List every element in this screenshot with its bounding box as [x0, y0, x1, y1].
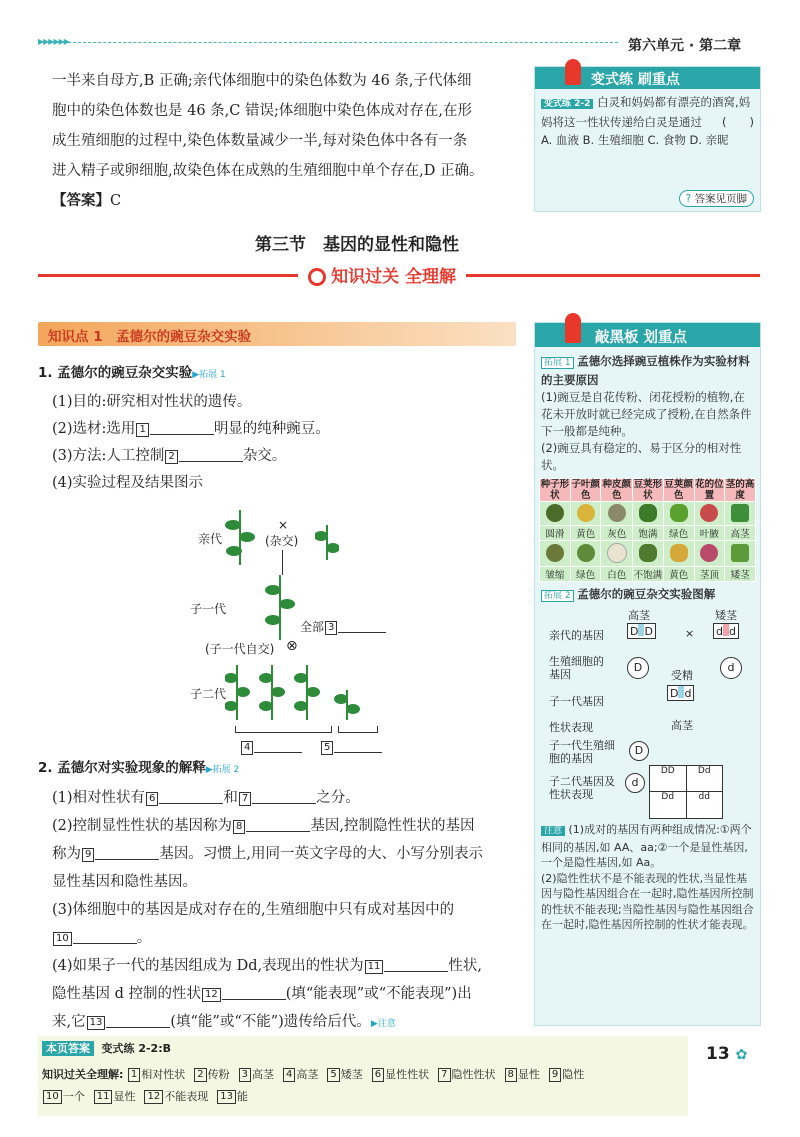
- axial-flower-icon: [700, 504, 718, 522]
- label-selfing: (子一代自交): [205, 642, 275, 656]
- fill-blank[interactable]: [338, 618, 386, 633]
- note-tag: 注意: [541, 826, 565, 836]
- green-pod-icon: [670, 504, 688, 522]
- full-pod-icon: [639, 504, 657, 522]
- q2-text: (2)控制显性性状的基因称为: [52, 818, 233, 834]
- footer-answer-text: 传粉: [207, 1068, 230, 1081]
- sprout-icon: ✿: [735, 1047, 748, 1063]
- trait-header-cell: 子叶颜色: [571, 479, 600, 501]
- trait-row: [540, 526, 756, 541]
- q2-text: (填“能”或“不能”)遗传给后代。: [170, 1014, 371, 1030]
- q2-text: 来,它: [52, 1014, 86, 1030]
- f2-cell-dd: dd: [698, 792, 710, 802]
- label-fertilization: 受精: [671, 669, 693, 682]
- q2-text: 性状,: [448, 958, 483, 974]
- blank-number: 3: [239, 1068, 251, 1082]
- variant-question: 白灵和妈妈都有漂亮的酒窝,妈妈将这一性状传递给白灵是通过: [541, 95, 751, 129]
- q1-line4: (4)实验过程及结果图示: [52, 475, 204, 491]
- label-trait: 性状表现: [549, 721, 593, 734]
- label-f1: 子一代: [190, 602, 227, 616]
- ext1-title: 孟德尔选择豌豆植株作为实验材料的主要原因: [541, 354, 750, 387]
- footer-answer-list: [38, 1056, 688, 1108]
- section-title: 第三节 基因的显性和隐性: [255, 235, 459, 255]
- q2-ext-link[interactable]: ▶拓展 2: [205, 765, 240, 775]
- footer-answer-text: 不能表现: [164, 1090, 209, 1103]
- teacher-figure-icon: [565, 313, 581, 343]
- f2-cell-Dd: Dd: [650, 792, 687, 818]
- f2-plants: [225, 660, 375, 720]
- trait-cell: 圆滑: [540, 526, 571, 541]
- trait-cell: 黄色: [663, 567, 694, 582]
- note-para: (2)隐性性状不是不能表现的性状,当显性基因与隐性基因组合在一起时,隐性基因所控制的性状不能表现;当隐性基因与隐性基因组合在一起时,隐性基因所控制的性状才能表现。: [541, 871, 754, 931]
- blank-number: 10: [53, 932, 72, 946]
- trait-header-cell: 花的位置: [695, 479, 724, 501]
- reader-figure-icon: [565, 59, 581, 85]
- q2-text: 基因。习惯上,用同一英文字母的大、小写分别表示: [159, 846, 483, 862]
- trait-cell: 绿色: [570, 567, 601, 582]
- blank-number: 11: [365, 960, 384, 974]
- footer-answers: [38, 1036, 688, 1116]
- label-f1-genes: 子一代基因: [549, 695, 604, 708]
- fill-blank[interactable]: [334, 738, 382, 753]
- q2-block: [38, 754, 524, 1038]
- blank-number: 2: [194, 1068, 206, 1082]
- footer-answer-text: 隐性性状: [451, 1068, 496, 1081]
- trait-cell: 皱缩: [540, 567, 571, 582]
- page-number: [706, 1044, 747, 1064]
- trait-header-cell: 种子形状: [540, 479, 570, 501]
- variant-tag: 变式练 2-2: [541, 99, 593, 109]
- label-short: 矮茎: [715, 609, 737, 622]
- q2-text: 和: [223, 790, 238, 806]
- footer-variant-answer: 变式练 2-2:B: [101, 1042, 171, 1055]
- trait-cell: 绿色: [663, 526, 694, 541]
- footer-answer-text: 高茎: [252, 1068, 275, 1081]
- footer-answer-text: 相对性状: [141, 1068, 186, 1081]
- fill-blank[interactable]: [384, 957, 448, 972]
- round-seed-icon: [546, 504, 564, 522]
- blank-number: 8: [505, 1068, 517, 1082]
- q2-text: (3)体细胞中的基因是成对存在的,生殖细胞中只有成对基因中的: [52, 902, 455, 918]
- f2-tall-plant: [259, 665, 285, 720]
- section-banner: [298, 262, 466, 287]
- footer-answer-text: 显性: [113, 1090, 136, 1103]
- answer-value: C: [110, 193, 122, 209]
- label-f2-tall: [240, 738, 302, 755]
- footer-answer-item: [437, 1064, 495, 1086]
- trait-cell: 叶腋: [694, 526, 725, 541]
- blank-number: 4: [241, 741, 253, 755]
- q2-text: 显性基因和隐性基因。: [52, 874, 197, 890]
- blank-number: 13: [87, 1016, 106, 1030]
- footer-answer-text: 矮茎: [340, 1068, 363, 1081]
- q1-block: [38, 360, 518, 497]
- footer-answer-item: [127, 1064, 185, 1086]
- kp1-label: 知识点 1 孟德尔的豌豆杂交实验: [48, 329, 252, 345]
- footer-kp-label: 知识过关全理解:: [42, 1068, 124, 1081]
- footer-answer-item: [326, 1064, 362, 1086]
- gamete-d: d: [720, 657, 742, 679]
- blank-number: 7: [438, 1068, 450, 1082]
- trait-cell: 高茎: [725, 526, 756, 541]
- footer-answer-item: [193, 1064, 229, 1086]
- intro-line: 一半来自母方,B 正确;亲代体细胞中的染色体数为 46 条,子代体细: [52, 73, 472, 89]
- q2-text: (4)如果子一代的基因组成为 Dd,表现出的性状为: [52, 958, 364, 974]
- blank-number: 8: [233, 820, 245, 834]
- blank-number: 9: [82, 848, 94, 862]
- q1-title: 1. 孟德尔的豌豆杂交实验: [38, 365, 193, 381]
- banner-text: 知识过关 全理解: [331, 267, 457, 287]
- trait-header-row: [540, 479, 756, 502]
- footer-answer-item: [371, 1064, 429, 1086]
- constricted-pod-icon: [639, 544, 657, 562]
- question-icon: ?: [685, 193, 692, 205]
- label-f2-short: [320, 738, 382, 755]
- footer-answer-item: [42, 1086, 85, 1108]
- blank-number: 5: [321, 741, 333, 755]
- note-para: (1)成对的基因有两种组成情况:①两个相同的基因,如 AA、aa;②一个是显性基因,一个是隐性基因,如 Aa。: [541, 823, 752, 869]
- trait-cell: 矮茎: [725, 567, 756, 582]
- kp1-bar: [38, 322, 516, 346]
- header-dotted-line: [38, 42, 618, 43]
- f2-tall-plant: [225, 665, 250, 720]
- footer-answer-item: [143, 1086, 208, 1108]
- blank-number: 7: [239, 792, 251, 806]
- answer-line: [52, 186, 522, 216]
- footer-answer-text: 隐性: [562, 1068, 585, 1081]
- trait-row: [540, 567, 756, 582]
- target-icon: [308, 268, 326, 286]
- green-cotyledon-icon: [577, 544, 595, 562]
- fill-blank[interactable]: [222, 985, 286, 1000]
- fill-blank[interactable]: [150, 420, 214, 435]
- q2-text: 之分。: [316, 790, 360, 806]
- trait-cell: 灰色: [601, 526, 633, 541]
- terminal-flower-icon: [700, 544, 718, 562]
- blackboard-panel: [534, 322, 761, 1026]
- footer-answer-text: 显性: [517, 1068, 540, 1081]
- q1-line2a: (2)选材:选用: [52, 421, 136, 437]
- fill-blank[interactable]: [179, 447, 243, 462]
- label-f1-tall: 高茎: [671, 719, 693, 732]
- ext1-para: (2)豌豆具有稳定的、易于区分的相对性状。: [541, 441, 742, 472]
- note-link[interactable]: ▶注意: [370, 1019, 396, 1029]
- footer-answer-text: 一个: [62, 1090, 85, 1103]
- blank-number: 6: [146, 792, 158, 806]
- q2-text: 称为: [52, 846, 81, 862]
- intro-line: 胞中的染色体数也是 46 条,C 错误;体细胞中染色体成对存在,在形: [52, 103, 472, 119]
- q2-title: 2. 孟德尔对实验现象的解释: [38, 760, 206, 776]
- f2-gamete-d: d: [625, 773, 645, 793]
- answer-link-text: 答案见页脚: [694, 193, 747, 205]
- trait-header-cell: 种皮颜色: [602, 479, 631, 501]
- ext2-tag: 拓展 2: [541, 590, 574, 602]
- footer-answer-text: 显性性状: [385, 1068, 430, 1081]
- pea-cross-diagram: [190, 500, 420, 760]
- short-stem-icon: [731, 544, 749, 562]
- q1-line2b: 明显的纯种豌豆。: [213, 421, 330, 437]
- f1-gamete-D: D: [629, 741, 649, 761]
- trait-cell: 茎顶: [694, 567, 725, 582]
- blank-number: 3: [325, 621, 337, 635]
- intro-text: [52, 66, 522, 216]
- f2-short-plant: [334, 690, 360, 720]
- all-text: 全部: [300, 620, 325, 634]
- fill-blank[interactable]: [159, 789, 223, 804]
- q1-line3a: (3)方法:人工控制: [52, 448, 165, 464]
- fill-blank[interactable]: [254, 738, 302, 753]
- blackboard-header: [535, 323, 760, 347]
- blank-number: 12: [202, 988, 221, 1002]
- white-seedcoat-icon: [607, 543, 627, 563]
- intro-line: 成生殖细胞的过程中,染色体数量减少一半,每对染色体中各有一条: [52, 133, 468, 149]
- q2-text: 基因,控制隐性性状的基因: [310, 818, 475, 834]
- note-label: 注意: [377, 1019, 396, 1029]
- variant-box: [534, 66, 761, 212]
- trait-header-cell: 豆荚颜色: [664, 479, 693, 501]
- footer-answer-item: [548, 1064, 584, 1086]
- fill-blank[interactable]: [95, 845, 159, 860]
- variant-header: [535, 67, 760, 89]
- f1-genes-Dd: D d: [667, 685, 694, 701]
- footer-answer-item: [238, 1064, 274, 1086]
- q1-ext-label: 拓展 1: [199, 370, 226, 380]
- blank-number: 5: [327, 1068, 339, 1082]
- trait-image-row: [540, 502, 756, 526]
- tall-stem-icon: [731, 504, 749, 522]
- label-parent: 亲代: [198, 532, 223, 546]
- trait-cell: 不饱满: [633, 567, 664, 582]
- intro-line: 进入精子或卵细胞,故染色体在成熟的生殖细胞中单个存在,D 正确。: [52, 163, 484, 179]
- variant-paren: ( ): [722, 115, 754, 129]
- q1-line1: (1)目的:研究相对性状的遗传。: [52, 394, 252, 410]
- q2-text: (1)相对性状有: [52, 790, 146, 806]
- fill-blank[interactable]: [252, 789, 316, 804]
- chapter-title: 第六单元 · 第二章: [628, 38, 742, 54]
- genetic-diagram: [535, 605, 760, 820]
- fill-blank[interactable]: [73, 929, 137, 944]
- cross-label: (杂交): [265, 534, 299, 548]
- q2-text: (填“能表现”或“不能表现”)出: [285, 986, 472, 1002]
- footer-answer-text: 能: [236, 1090, 248, 1103]
- parent-plant-right: [315, 520, 339, 560]
- footer-answer-item: [216, 1086, 248, 1108]
- blank-number: 1: [136, 423, 148, 437]
- header-arrows-icon: ▶▶▶▶▶▶: [38, 37, 69, 46]
- blank-number: 6: [372, 1068, 384, 1082]
- footer-answer-item: [93, 1086, 136, 1108]
- self-symbol: ⊗: [286, 638, 298, 654]
- parent-short-genes: d d: [713, 623, 739, 639]
- q2-ext-label: 拓展 2: [212, 765, 240, 775]
- fill-blank[interactable]: [106, 1013, 170, 1028]
- label-f1-gametes: 子一代生殖细胞的基因: [549, 739, 615, 765]
- f2-cell-Dd: Dd: [697, 766, 711, 776]
- ext1-para: (1)豌豆是自花传粉、闭花授粉的植物,在花未开放时就已经完成了授粉,在自然条件下一般都是纯种。: [541, 390, 752, 438]
- label-gamete-genes: 生殖细胞的基因: [549, 655, 604, 681]
- q2-text: 隐性基因 d 控制的性状: [52, 986, 201, 1002]
- label-tall: 高茎: [628, 609, 650, 622]
- q2-text: 。: [136, 930, 152, 946]
- ext1-tag: 拓展 1: [541, 357, 574, 369]
- answer-label: 【答案】: [52, 193, 110, 209]
- fill-blank[interactable]: [246, 817, 310, 832]
- parent-tall-genes: D D: [627, 623, 656, 639]
- f2-cell-DD: DD: [650, 766, 687, 791]
- page-number-text: 13: [706, 1044, 730, 1064]
- label-parent-genes: 亲代的基因: [549, 629, 604, 642]
- blank-number: 4: [283, 1068, 295, 1082]
- footer-answer-item: [282, 1064, 318, 1086]
- label-f2-genes: 子二代基因及性状表现: [549, 775, 615, 801]
- trait-cell: 黄色: [570, 526, 601, 541]
- trait-table: [539, 478, 756, 582]
- footer-answer-item: [504, 1064, 540, 1086]
- cross-mark: ×: [278, 518, 289, 532]
- variant-title: 变式练 刷重点: [591, 72, 680, 88]
- variant-options: A. 血液 B. 生殖细胞 C. 食物 D. 亲昵: [541, 133, 729, 147]
- label-f2: 子二代: [190, 687, 227, 701]
- gamete-D: D: [627, 657, 649, 679]
- blank-number: 10: [43, 1090, 62, 1104]
- wrinkled-seed-icon: [546, 544, 564, 562]
- parent-plant-left: [225, 505, 255, 565]
- blank-number: 9: [549, 1068, 561, 1082]
- bracket-tall: [235, 726, 332, 733]
- answer-link[interactable]: [679, 190, 754, 207]
- trait-cell: 白色: [601, 567, 633, 582]
- label-all: [300, 618, 386, 635]
- trait-header-cell: 茎的高度: [725, 479, 755, 501]
- trait-header-cell: 豆荚形状: [633, 479, 663, 501]
- f2-tall-plant: [294, 665, 320, 720]
- ext2-title: 孟德尔的豌豆杂交实验图解: [577, 587, 716, 601]
- blackboard-title: 敲黑板 划重点: [595, 330, 688, 346]
- blank-number: 1: [128, 1068, 140, 1082]
- q1-ext-link[interactable]: ▶拓展 1: [192, 370, 226, 380]
- blank-number: 11: [94, 1090, 113, 1104]
- footer-label: 本页答案: [42, 1041, 94, 1056]
- cross-symbol: ×: [685, 627, 695, 640]
- footer-answer-text: 高茎: [296, 1068, 319, 1081]
- q1-line3b: 杂交。: [242, 448, 287, 464]
- trait-image-row: [540, 541, 756, 567]
- blank-number: 12: [144, 1090, 163, 1104]
- bracket-short: [338, 726, 378, 733]
- blank-number: 13: [217, 1090, 236, 1104]
- punnett-square: [649, 765, 723, 819]
- gray-seedcoat-icon: [608, 504, 626, 522]
- f1-plant: [265, 570, 295, 640]
- yellow-cotyledon-icon: [577, 504, 595, 522]
- yellow-pod-icon: [670, 544, 688, 562]
- trait-cell: 饱满: [633, 526, 664, 541]
- blank-number: 2: [165, 450, 177, 464]
